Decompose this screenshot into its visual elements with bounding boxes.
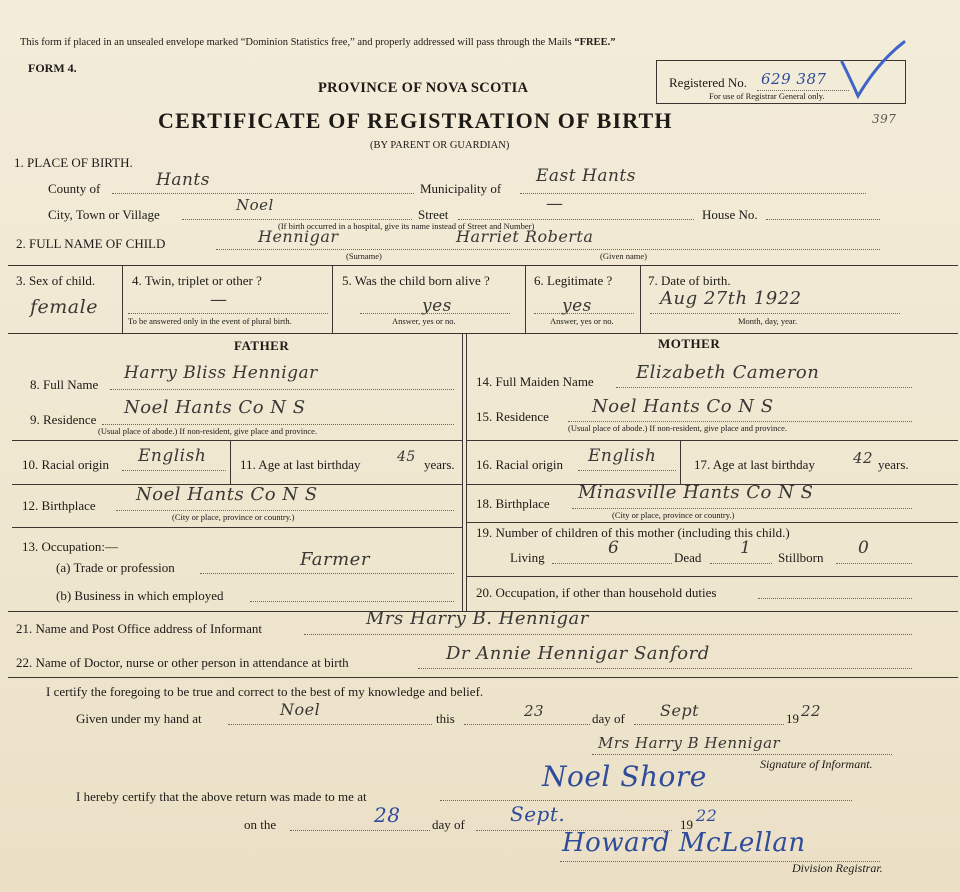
certificate-subtitle: (BY PARENT OR GUARDIAN) (370, 140, 510, 151)
mother-occupation-label: 20. Occupation, if other than household duties (476, 585, 717, 600)
mother-residence-note: (Usual place of abode.) If non-resident, give place and province. (568, 423, 788, 433)
registrar-year: 22 (696, 806, 718, 825)
mother-heading: MOTHER (658, 336, 721, 351)
birth-date-value: Aug 27th 1922 (660, 288, 802, 309)
municipality-value: East Hants (536, 166, 636, 186)
informant-label: 21. Name and Post Office address of Informant (16, 621, 262, 636)
father-years-label: years. (424, 457, 455, 472)
mailing-notice (20, 37, 615, 48)
legitimate-label: 6. Legitimate ? (534, 273, 613, 288)
mother-residence-value: Noel Hants Co N S (592, 396, 774, 417)
twin-label: 4. Twin, triplet or other ? (132, 273, 262, 288)
child-surname: Hennigar (258, 227, 339, 246)
birth-date-label: 7. Date of birth. (648, 273, 731, 288)
given-caption: (Given name) (600, 251, 647, 261)
mother-age-label: 17. Age at last birthday (694, 457, 815, 472)
stillborn-value: 0 (858, 538, 870, 558)
mailing-notice-free: “FREE.” (574, 37, 616, 48)
registrar-place: Noel Shore (542, 760, 707, 793)
dead-label: Dead (674, 550, 702, 565)
mother-age-value: 42 (853, 449, 874, 467)
father-name-label: 8. Full Name (30, 377, 99, 392)
mother-children-label: 19. Number of children of this mother (including this child.) (476, 525, 790, 540)
sex-label: 3. Sex of child. (16, 273, 96, 288)
birth-date-note: Month, day, year. (738, 316, 798, 326)
living-label: Living (510, 550, 545, 565)
father-racial-value: English (138, 446, 207, 466)
given-year-prefix: 19 (786, 711, 799, 726)
informant-signature-caption: Signature of Informant. (760, 757, 873, 771)
registrar-caption: Division Registrar. (792, 861, 883, 875)
registrar-month: Sept. (510, 802, 566, 826)
registrar-on-the-label: on the (244, 817, 277, 832)
registered-number: 629 387 (761, 70, 827, 88)
registrar-day-of-label: day of (432, 817, 465, 832)
mother-birthplace-note: (City or place, province or country.) (612, 510, 735, 520)
father-age-label: 11. Age at last birthday (240, 457, 361, 472)
blue-check-mark (838, 38, 908, 100)
living-value: 6 (608, 538, 620, 558)
mother-residence-label: 15. Residence (476, 409, 549, 424)
mother-birthplace-label: 18. Birthplace (476, 496, 550, 511)
surname-caption: (Surname) (346, 251, 382, 261)
father-birthplace-value: Noel Hants Co N S (136, 484, 318, 505)
municipality-label: Municipality of (420, 181, 502, 196)
mother-racial-value: English (588, 446, 657, 466)
given-day-of-label: day of (592, 711, 625, 726)
given-day: 23 (524, 702, 545, 720)
father-racial-label: 10. Racial origin (22, 457, 110, 472)
county-label: County of (48, 181, 101, 196)
child-name-label: 2. FULL NAME OF CHILD (16, 236, 166, 251)
place-heading: 1. PLACE OF BIRTH. (14, 155, 133, 170)
father-trade-value: Farmer (300, 549, 370, 570)
mother-years-label: years. (878, 457, 909, 472)
twin-value: — (210, 290, 228, 310)
street-value: — (546, 194, 564, 214)
registrar-day: 28 (374, 803, 401, 827)
given-month: Sept (660, 701, 700, 720)
city-value: Noel (236, 196, 274, 214)
alive-note: Answer, yes or no. (392, 316, 456, 326)
sex-value: female (30, 296, 98, 318)
legitimate-note: Answer, yes or no. (550, 316, 614, 326)
father-residence-note: (Usual place of abode.) If non-resident, give place and province. (98, 426, 318, 436)
father-birthplace-note: (City or place, province or country.) (172, 512, 295, 522)
father-heading: FATHER (234, 338, 290, 353)
dead-value: 1 (740, 538, 752, 558)
twin-note: To be answered only in the event of plural birth. (128, 316, 292, 326)
father-birthplace-label: 12. Birthplace (22, 498, 96, 513)
registered-label: Registered No. (669, 75, 747, 90)
house-label: House No. (702, 207, 758, 222)
doctor-label: 22. Name of Doctor, nurse or other person in attendance at birth (16, 655, 349, 670)
doctor-value: Dr Annie Hennigar Sanford (446, 643, 710, 664)
father-residence-value: Noel Hants Co N S (124, 397, 306, 418)
father-occupation-label: 13. Occupation:— (22, 539, 119, 554)
informant-value: Mrs Harry B. Hennigar (366, 608, 589, 629)
given-year: 22 (801, 702, 822, 720)
alive-value: yes (422, 296, 452, 316)
father-age-value: 45 (397, 449, 416, 465)
county-value: Hants (156, 170, 210, 190)
given-place: Noel (280, 700, 321, 719)
father-residence-label: 9. Residence (30, 412, 97, 427)
corner-mark: 397 (872, 112, 897, 126)
certificate-title: CERTIFICATE OF REGISTRATION OF BIRTH (158, 108, 673, 133)
registrar-note: For use of Registrar General only. (709, 91, 825, 101)
city-label: City, Town or Village (48, 207, 160, 222)
father-name-value: Harry Bliss Hennigar (124, 363, 318, 383)
registrar-signature: Howard McLellan (562, 828, 806, 858)
registrar-year-prefix: 19 (680, 817, 693, 832)
registrar-statement: I hereby certify that the above return was made to me at (76, 789, 367, 804)
father-trade-label: (a) Trade or profession (56, 560, 175, 575)
given-label: Given under my hand at (76, 711, 202, 726)
given-this-label: this (436, 711, 455, 726)
father-business-label: (b) Business in which employed (56, 588, 224, 603)
province-heading: PROVINCE OF NOVA SCOTIA (318, 80, 529, 96)
alive-label: 5. Was the child born alive ? (342, 273, 490, 288)
child-given-name: Harriet Roberta (456, 227, 594, 246)
legitimate-value: yes (562, 296, 592, 316)
mailing-notice-text: This form if placed in an unsealed envelope marked “Dominion Statistics free,” and properly addressed will pass through the Mails (20, 37, 572, 48)
mother-birthplace-value: Minasville Hants Co N S (578, 482, 814, 503)
informant-signature: Mrs Harry B Hennigar (598, 734, 781, 752)
certify-statement: I certify the foregoing to be true and correct to the best of my knowledge and belief. (46, 684, 484, 699)
mother-name-value: Elizabeth Cameron (636, 362, 820, 383)
mother-name-label: 14. Full Maiden Name (476, 374, 594, 389)
form-number: FORM 4. (28, 61, 77, 75)
mother-racial-label: 16. Racial origin (476, 457, 564, 472)
street-label: Street (418, 207, 449, 222)
hospital-note: (If birth occurred in a hospital, give its name instead of Street and Number) (278, 221, 535, 231)
stillborn-label: Stillborn (778, 550, 824, 565)
